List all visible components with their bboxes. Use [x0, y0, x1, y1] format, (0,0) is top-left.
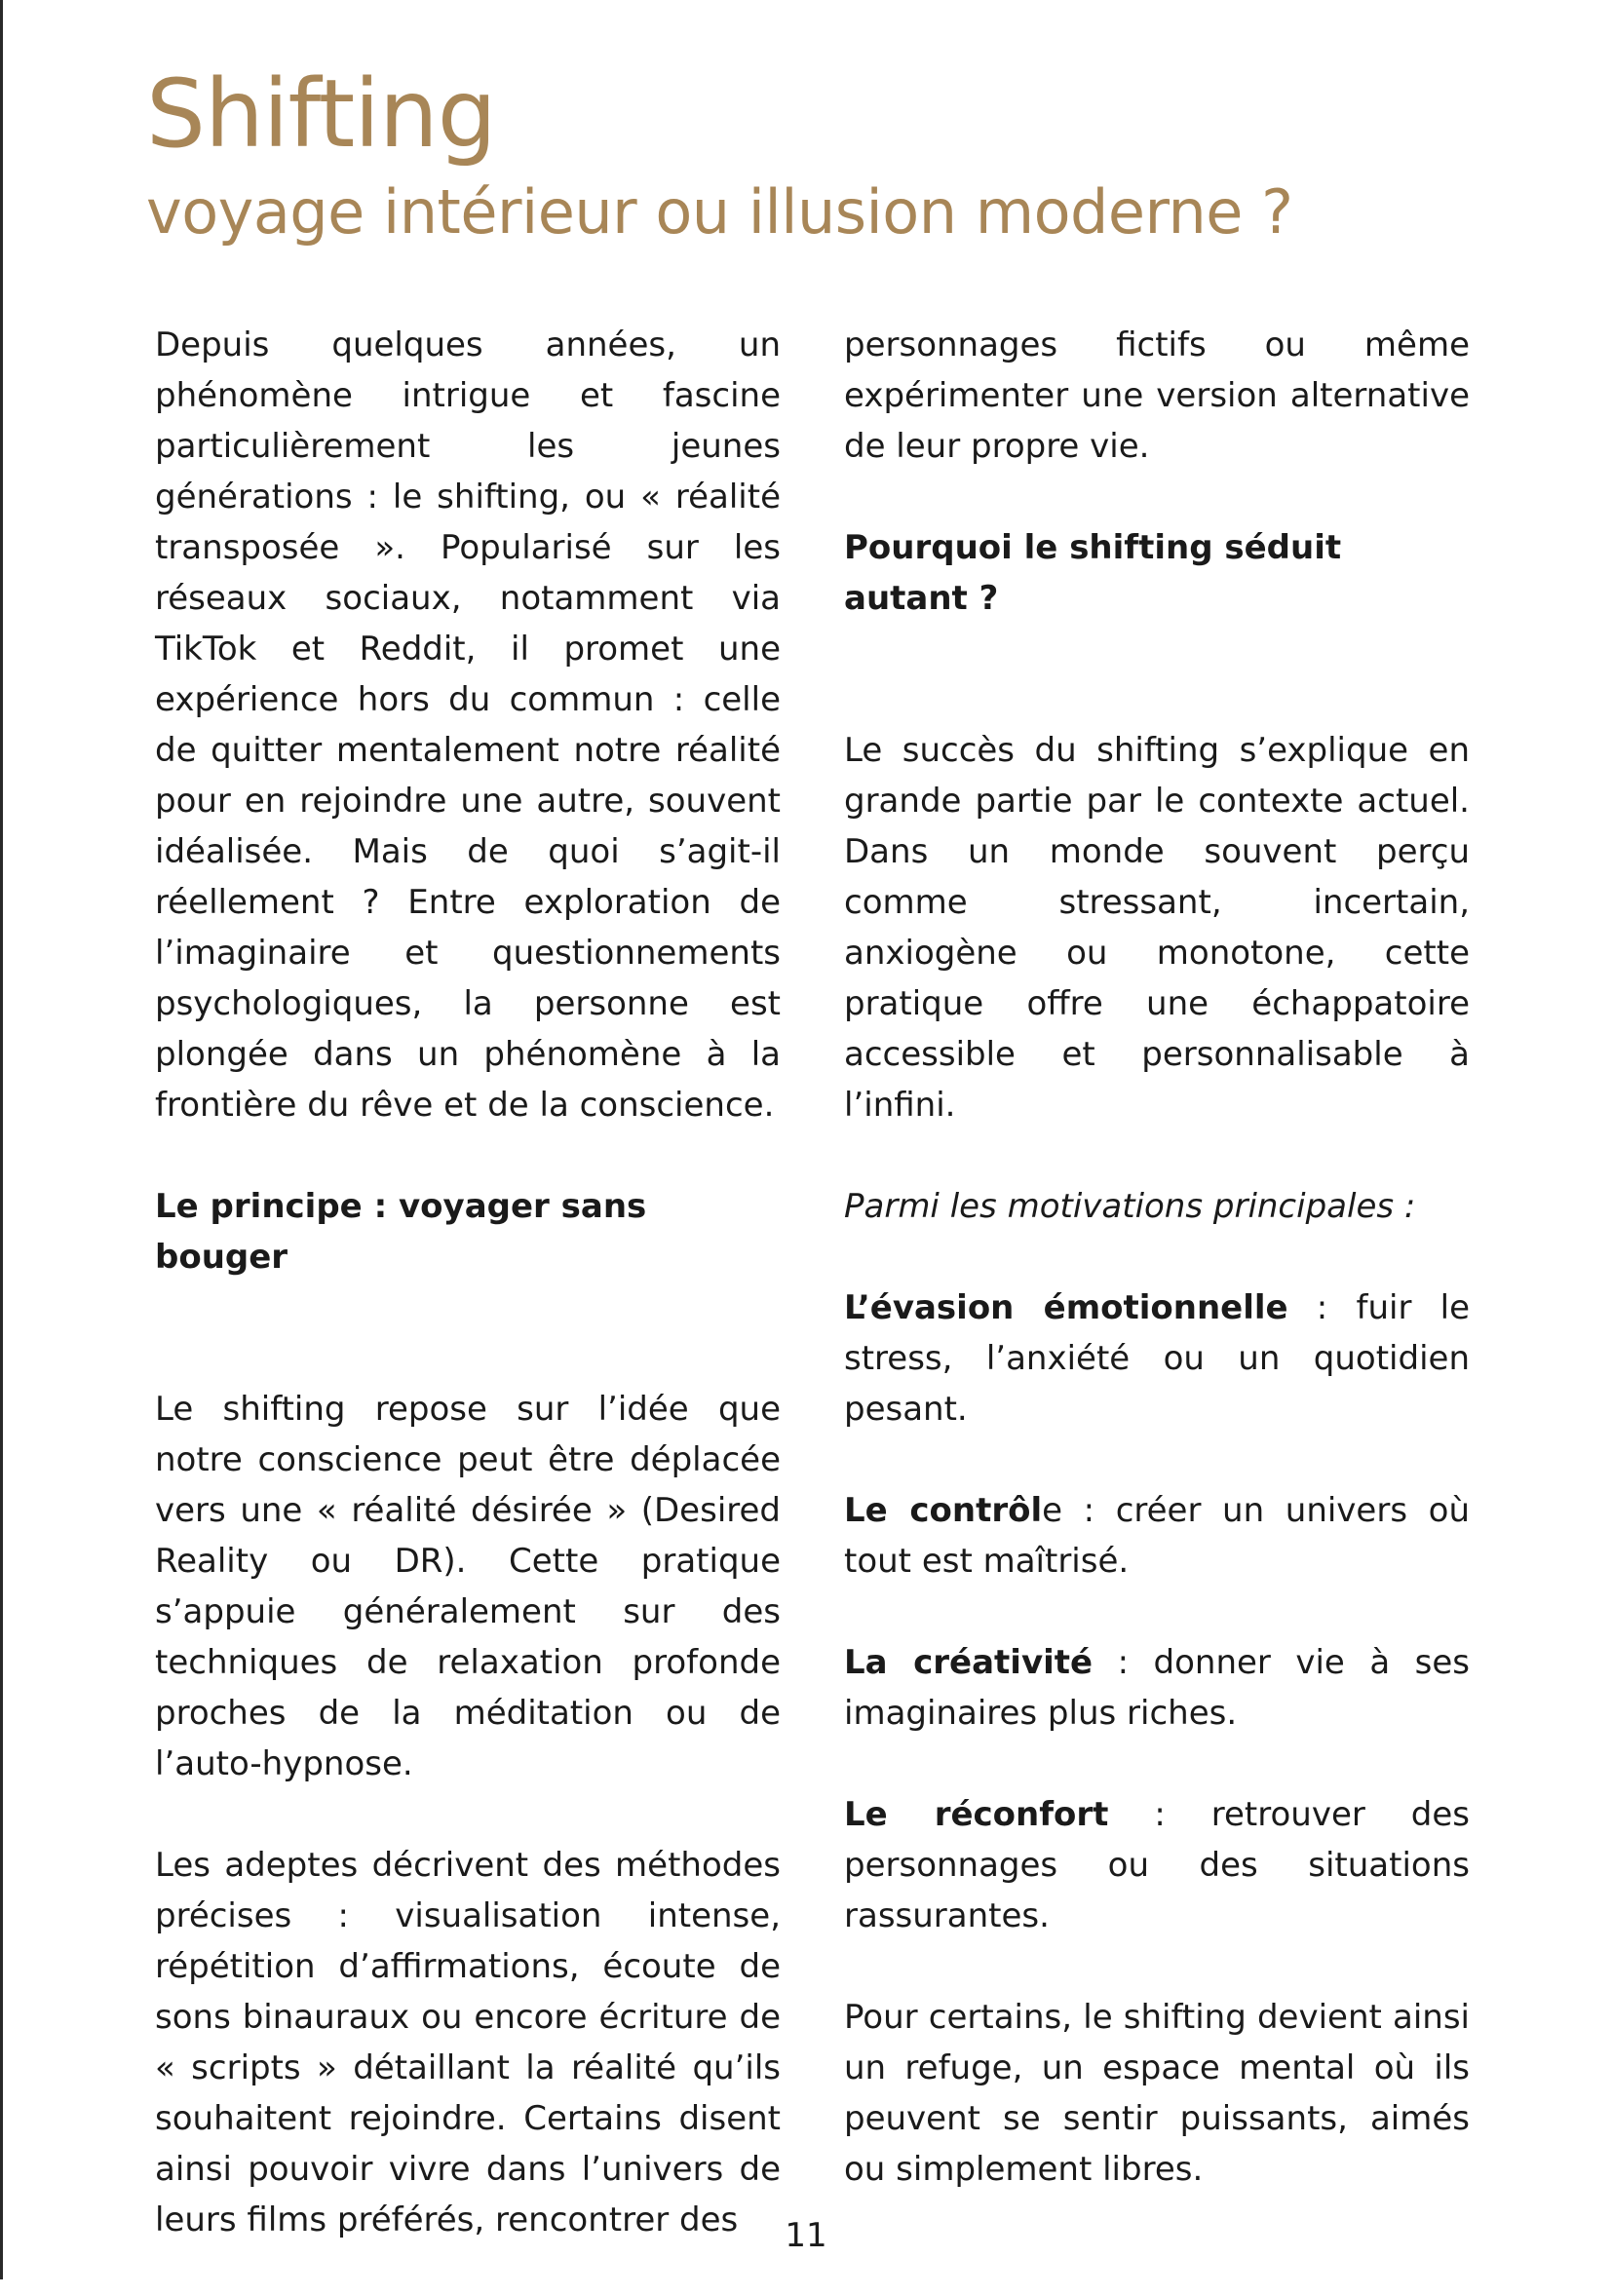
section-heading-principle: Le principe : voyager sans bouger: [155, 1187, 647, 1277]
principle-paragraph-2: Les adeptes décrivent des méthodes précises : visualisation intense, répétition d’affirmations, écoute de sons binauraux ou encore écriture de « scripts » détaillant la réalité qu’ils souhaitent rejoindre. Certains disent ainsi pouvoir vivre dans l’univers de leurs films préférés, rencontrer des: [155, 1846, 781, 2239]
motivations-intro: Parmi les motivations principales :: [844, 1187, 1416, 1226]
motivation-item: [844, 1485, 1470, 1587]
intro-paragraph: Depuis quelques années, un phénomène intrigue et fascine particulièrement les jeunes générations : le shifting, ou « réalité transposée ». Popularisé sur les réseaux sociaux, notamment via TikTok et Reddit, il promet une expérience hors du commun : celle de quitter mentalement notre réalité pour en rejoindre une autre, souvent idéalisée. Mais de quoi s’agit-il réellement ? Entre exploration de l’imaginaire et questionnements psychologiques, la personne est plongée dans un phénomène à la frontière du rêve et de la conscience.: [155, 325, 781, 1125]
motivation-description: : créer un univers où tout est maîtrisé.: [844, 1491, 1471, 1581]
motivation-item: [844, 1789, 1470, 1941]
motivation-description: : fuir le stress, l’anxiété ou un quotidien pesant.: [844, 1288, 1471, 1429]
motivation-term-rest: e: [1042, 1491, 1063, 1530]
article-subtitle: voyage intérieur ou illusion moderne ?: [146, 176, 1293, 248]
motivation-term: L’évasion émotionnelle: [844, 1288, 1288, 1327]
motivation-term: Le réconfort: [844, 1795, 1109, 1834]
right-column: [844, 320, 1470, 2245]
conclusion-paragraph: Pour certains, le shifting devient ainsi un refuge, un espace mental où ils peuvent se sentir puissants, aimés ou simplement libres.: [844, 1998, 1470, 2189]
left-column: [155, 320, 781, 2296]
motivation-item: [844, 1637, 1470, 1739]
article-title: Shifting: [146, 59, 496, 169]
page-edge-rule: [0, 0, 3, 2279]
page-number: 11: [785, 2216, 827, 2255]
motivation-item: [844, 1282, 1470, 1435]
motivation-description: : retrouver des personnages ou des situations rassurantes.: [844, 1795, 1471, 1935]
continuation-paragraph: personnages fictifs ou même expérimenter une version alternative de leur propre vie.: [844, 325, 1470, 466]
section-heading-why: Pourquoi le shifting séduit autant ?: [844, 528, 1342, 618]
principle-paragraph-1: Le shifting repose sur l’idée que notre conscience peut être déplacée vers une « réalité désirée » (Desired Reality ou DR). Cette pratique s’appuie généralement sur des techniques de relaxation profonde proches de la méditation ou de l’auto-hypnose.: [155, 1390, 781, 1783]
article-header: [146, 60, 1511, 249]
motivation-term: Le contrôl: [844, 1491, 1043, 1530]
why-paragraph: Le succès du shifting s’explique en grande partie par le contexte actuel. Dans un monde souvent perçu comme stressant, incertain, anxiogène ou monotone, cette pratique offre une échappatoire accessible et personnalisable à l’infini.: [844, 731, 1470, 1125]
motivation-term: La créativité: [844, 1643, 1094, 1682]
motivation-description: : donner vie à ses imaginaires plus riches.: [844, 1643, 1470, 1733]
